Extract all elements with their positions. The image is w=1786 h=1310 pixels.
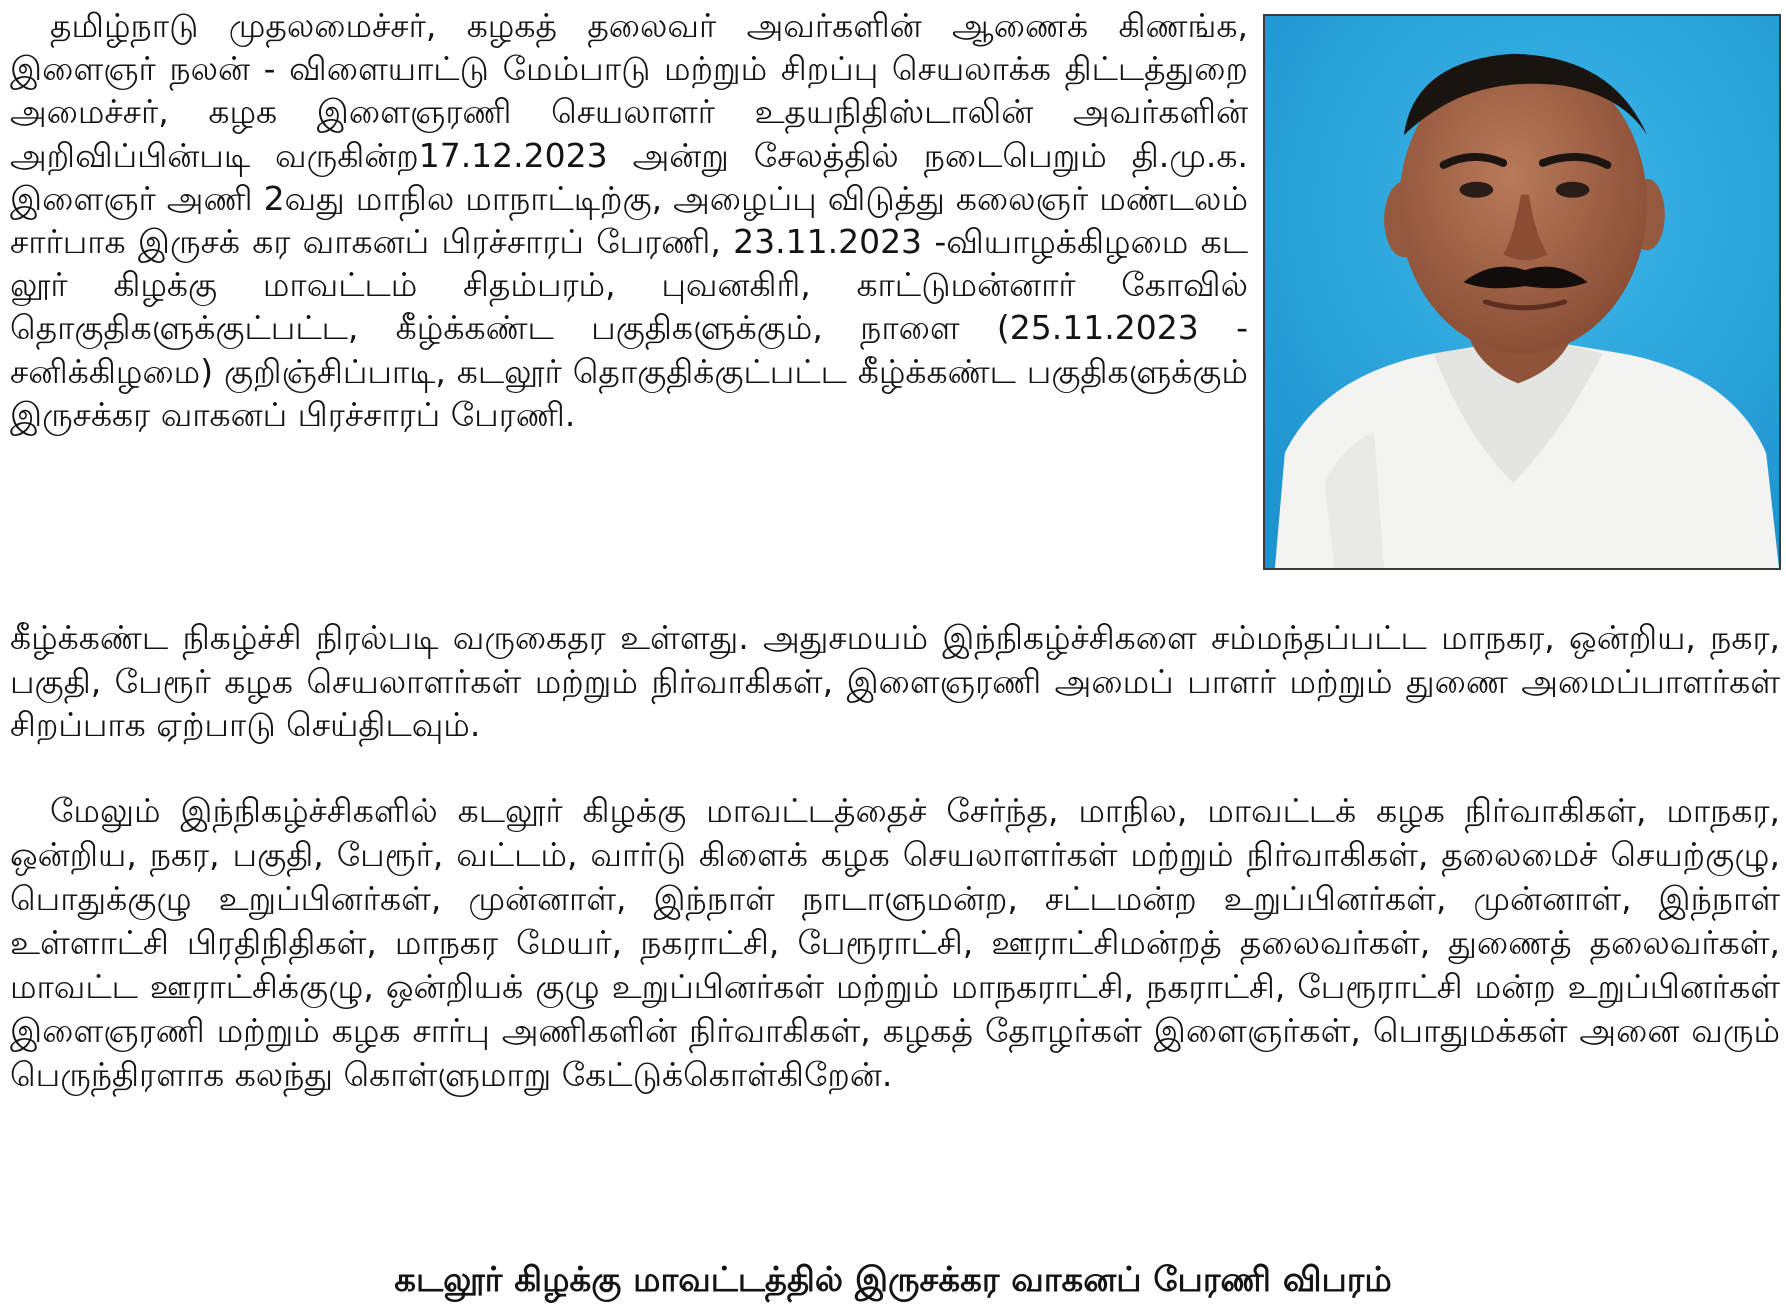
- portrait-photo-icon: [1265, 16, 1779, 568]
- article-paragraph-schedule: கீழ்க்கண்ட நிகழ்ச்சி நிரல்படி வருகைதர உள்ளது. அதுசமயம் இந்நிகழ்ச்சிகளை சம்மந்தப்பட்ட மாநகர, ஒன்றிய, நகர, பகுதி, பேரூர் கழக செயலாளர்கள் மற்றும் நிர்வாகிகள், இளைஞரணி அமைப் பாளர் மற்றும் துணை அமைப்பாளர்கள் சிறப்பாக ஏற்பாடு செய்திடவும்.: [10, 618, 1780, 744]
- article-paragraph-intro: தமிழ்நாடு முதலமைச்சர், கழகத் தலைவர் அவர்களின் ஆணைக் கிணங்க, இளைஞர் நலன் - விளையாட்டு மேம்பாடு மற்றும் சிறப்பு செயலாக்க திட்டத்துறை அமைச்சர், கழக இளைஞரணி செயலாளர் உதயநிதிஸ்டாலின் அவர்களின் அறிவிப்பின்படி வருகின்ற17.12.2023 அன்று சேலத்தில் நடைபெறும் தி.மு.க. இளைஞர் அணி 2வது மாநில மாநாட்டிற்கு, அழைப்பு விடுத்து கலைஞர் மண்டலம் சார்பாக இருசக் கர வாகனப் பிரச்சாரப் பேரணி, 23.11.2023 -வியாழக்கிழமை கட லூர் கிழக்கு மாவட்டம் சிதம்பரம், புவனகிரி, காட்டுமன்னார் கோவில் தொகுதிகளுக்குட்பட்ட, கீழ்க்கண்ட பகுதிகளுக்கும், நாளை (25.11.2023 - சனிக்கிழமை) குறிஞ்சிப்பாடி, கடலூர் தொகுதிக்குட்பட்ட கீழ்க்கண்ட பகுதிகளுக்கும் இருசக்கர வாகனப் பிரச்சாரப் பேரணி.: [10, 6, 1248, 434]
- section-heading: கடலூர் கிழக்கு மாவட்டத்தில் இருசக்கர வாகனப் பேரணி விபரம்: [394, 1260, 1392, 1300]
- portrait-photo: [1263, 14, 1781, 570]
- article-paragraph-invitation: மேலும் இந்நிகழ்ச்சிகளில் கடலூர் கிழக்கு மாவட்டத்தைச் சேர்ந்த, மாநில, மாவட்டக் கழக நிர்வாகிகள், மாநகர, ஒன்றிய, நகர, பகுதி, பேரூர், வட்டம், வார்டு கிளைக் கழக செயலாளர்கள் மற்றும் நிர்வாகிகள், தலைமைச் செயற்குழு, பொதுக்குழு உறுப்பினர்கள், முன்னாள், இந்நாள் நாடாளுமன்ற, சட்டமன்ற உறுப்பினர்கள், முன்னாள், இந்நாள் உள்ளாட்சி பிரதிநிதிகள், மாநகர மேயர், நகராட்சி, பேரூராட்சி, ஊராட்சிமன்றத் தலைவர்கள், துணைத் தலைவர்கள், மாவட்ட ஊராட்சிக்குழு, ஒன்றியக் குழு உறுப்பினர்கள் மற்றும் மாநகராட்சி, நகராட்சி, பேரூராட்சி மன்ற உறுப்பினர்கள் இளைஞரணி மற்றும் கழக சார்பு அணிகளின் நிர்வாகிகள், கழகத் தோழர்கள் இளைஞர்கள், பொதுமக்கள் அனை வரும் பெருந்திரளாக கலந்து கொள்ளுமாறு கேட்டுக்கொள்கிறேன்.: [10, 791, 1780, 1094]
